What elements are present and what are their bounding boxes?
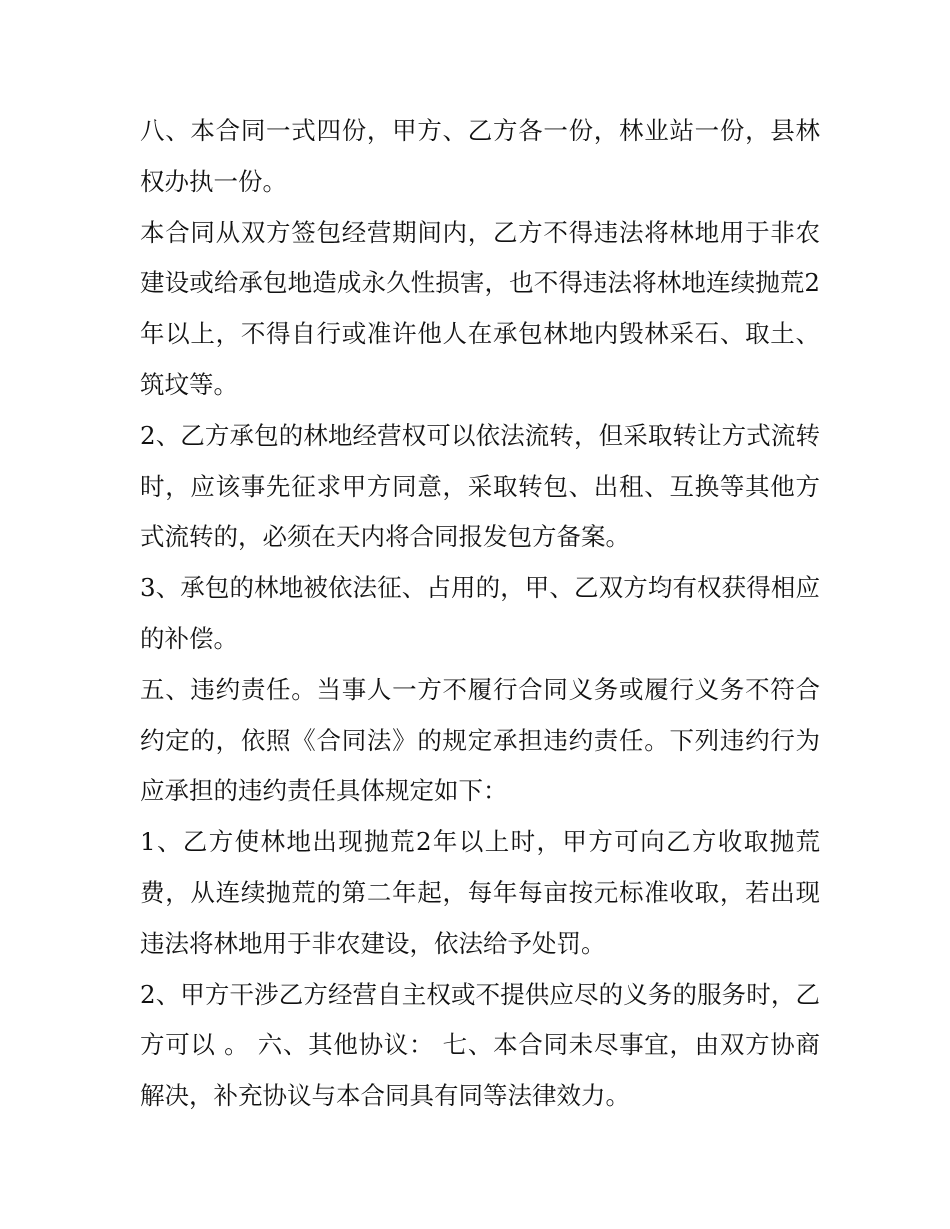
paragraph-liability: 五、违约责任。当事人一方不履行合同义务或履行义务不符合约定的，依照《合同法》的规定承担违约责任。下列违约行为应承担的违约责任具体规定如下： [140, 674, 820, 806]
paragraph-interference: 2、甲方干涉乙方经营自主权或不提供应尽的义务的服务时，乙方可以 。 六、其他协议： 七、本合同未尽事宜，由双方协商解决，补充协议与本合同具有同等法律效力。 [140, 979, 820, 1111]
paragraph-compensation: 3、承包的林地被依法征、占用的，甲、乙双方均有权获得相应的补偿。 [140, 573, 820, 653]
paragraph-transfer: 2、乙方承包的林地经营权可以依法流转，但采取转让方式流转时，应该事先征求甲方同意，采取转包、出租、互换等其他方式流转的，必须在天内将合同报发包方备案。 [140, 420, 820, 552]
document-body [140, 106, 820, 1122]
paragraph-abandonment: 1、乙方使林地出现抛荒2年以上时，甲方可向乙方收取抛荒费，从连续抛荒的第二年起，每年每亩按元标准收取，若出现违法将林地用于非农建设，依法给予处罚。 [140, 827, 820, 958]
paragraph-copies: 八、本合同一式四份，甲方、乙方各一份，林业站一份，县林权办执一份。 [140, 116, 820, 196]
paragraph-land-use: 本合同从双方签包经营期间内，乙方不得违法将林地用于非农建设或给承包地造成永久性损害，也不得违法将林地连续抛荒2年以上，不得自行或准许他人在承包林地内毁林采石、取土、筑坟等。 [140, 217, 820, 399]
